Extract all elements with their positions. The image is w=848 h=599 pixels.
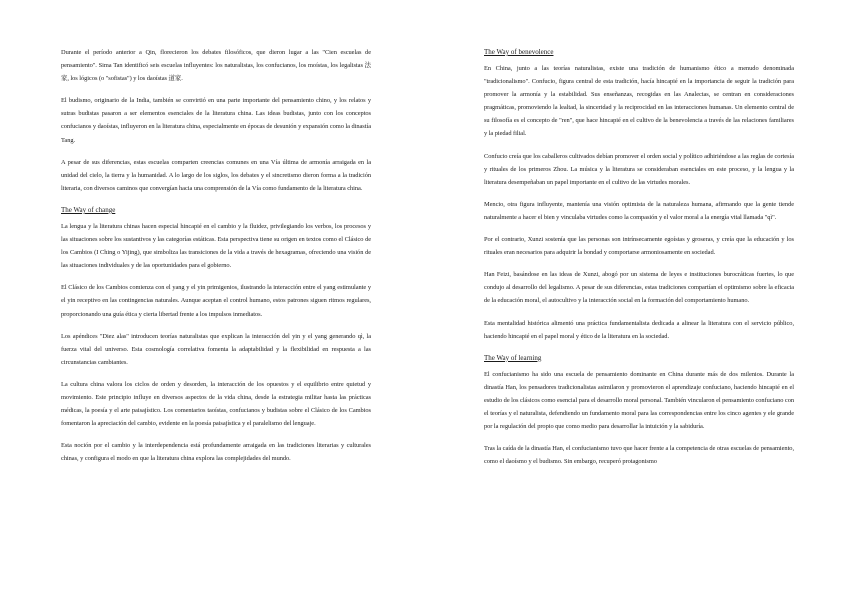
- paragraph: Tras la caída de la dinastía Han, el confucianismo tuvo que hacer frente a la competencia de otras escuelas de pensamiento, como el daoísmo y el budismo. Sin embargo, recuperó protagonismo: [484, 445, 794, 466]
- paragraph: Confucio creía que los caballeros cultivados debían promover el orden social y político adhiriéndose a las reglas de cortesía y rituales de los primeros Zhou. La música y la literatura se consideraban esenciales en este proceso, y la lengua y la literatura desempeñaban un papel importante en el cultivo de las virtudes morales.: [484, 152, 794, 186]
- paragraph: Los apéndices "Diez alas" introducen teorías naturalistas que explican la interacción del yin y el yang generando qì, la fuerza vital del universo. Esta cosmología correlativa fomenta la adaptabilidad y la flexibilidad en respuesta a las circunstancias cambiantes.: [61, 332, 371, 366]
- paragraph: En China, junto a las teorías naturalistas, existe una tradición de humanismo ético a menudo denominada "tradicionalismo". Confucio, figura central de esta tradición, hacía hincapié en la importancia de seguir la tradición para promover la armonía y la estabilidad. Sus enseñanzas, recogidas en las Analectas, se centran en consideraciones pragmáticas, promoviendo la lealtad, la sinceridad y la reciprocidad en las interacciones humanas. Un elemento central de su filosofía es el concepto de "ren", que hace hincapié en el cultivo de la benevolencia a través de las relaciones familiares y la piedad filial.: [484, 65, 794, 138]
- paragraph: El budismo, originario de la India, también se convirtió en una parte importante del pensamiento chino, y los relatos y sutras budistas pasaron a ser elementos esenciales de la literatura china. Las ideas budistas, junto con los conceptos confucianos y daoístas, influyeron en la literatura china, especialmente en épocas de desunión y expansión como la dinastía Tang.: [61, 97, 371, 144]
- paragraph: Han Feizi, basándose en las ideas de Xunzi, abogó por un sistema de leyes e instituciones burocráticas fuertes, lo que condujo al desarrollo del legalismo. A pesar de sus diferencias, estas tradiciones compartían el optimismo sobre la eficacia de la educación moral, el autocultivo y la interacción social en la formación del comportamiento humano.: [484, 271, 794, 305]
- paragraph: Durante el período anterior a Qin, florecieron los debates filosóficos, que dieron lugar a las "Cien escuelas de pensamiento". Sima Tan identificó seis escuelas influyentes: los naturalistas, los confucianos, los moístas, los legalistas 法家, los lógicos (o "sofistas") y los daoístas 道家.: [61, 49, 371, 83]
- section-heading-way-of-learning: The Way of learning: [484, 353, 542, 362]
- paragraph: La lengua y la literatura chinas hacen especial hincapié en el cambio y la fluidez, privilegiando los verbos, los procesos y las situaciones sobre los sustantivos y las categorías estáticas. Esta perspectiva tiene su origen en textos como el Clásico de los Cambios (I Ching o Yijing), que simboliza las transiciones de la vida a través de hexagramas, ofreciendo una visión de las situaciones individuales y de las oportunidades para el gobierno.: [61, 222, 371, 270]
- paragraph: La cultura china valora los ciclos de orden y desorden, la interacción de los opuestos y el equilibrio entre quietud y movimiento. Este principio influye en diversos aspectos de la vida china, desde la estrategia militar hasta las prácticas médicas, la poesía y el arte paisajístico. Los comentarios taoístas, confucianos y budistas sobre el Clásico de los Cambios fomentaron la apreciación del cambio, evidente en la poesía paisajística y el paralelismo del lenguaje.: [61, 380, 371, 428]
- paragraph: Mencio, otra figura influyente, mantenía una visión optimista de la naturaleza humana, afirmando que la gente tiende naturalmente a hacer el bien y vinculaba virtudes como la compasión y el valor moral a la energía vital llamada "qì".: [484, 200, 794, 221]
- left-column: [61, 46, 371, 474]
- paragraph: El confucianismo ha sido una escuela de pensamiento dominante en China durante más de dos milenios. Durante la dinastía Han, los pensadores tradicionalistas asimilaron y promovieron el aprendizaje confuciano, haciendo hincapié en el estudio de los clásicos como esencial para el desarrollo moral personal. También vincularon el pensamiento confuciano con el teorías y el naturalista, defendiendo un fundamento moral para las correspondencias entre los cinco agentes y ele grande por la regulación del propio que como medio para desarrollar la intuición y la sabiduría.: [484, 370, 794, 431]
- paragraph: A pesar de sus diferencias, estas escuelas comparten creencias comunes en una Vía última de armonía arraigada en la unidad del cielo, la tierra y la humanidad. A lo largo de los siglos, los debates y el sincretismo dieron forma a la tradición literaria, con diversos caminos que convergían hacia una comprensión de la Vía como fundamento de la literatura china.: [61, 158, 371, 192]
- paragraph: Por el contrario, Xunzi sostenía que las personas son intrínsecamente egoístas y groseras, y creía que la educación y los rituales eran necesarios para adquirir la bondad y comportarse armoniosamente en sociedad.: [484, 236, 794, 257]
- section-heading-way-of-benevolence: The Way of benevolence: [484, 48, 554, 56]
- paragraph: Esta noción por el cambio y la interdependencia está profundamente arraigada en las tradiciones literarias y culturales chinas, y configura el modo en que la literatura china explora las complejidades del mundo.: [61, 442, 371, 463]
- paragraph: El Clásico de los Cambios comienza con el yang y el yin primigenios, ilustrando la interacción entre el yang estimulante y el yin receptivo en las contingencias naturales. Aunque aceptan el control humano, estos patrones siguen ritmos regulares, proporcionando una guía ética y cierta libertad frente a los impulsos inmediatos.: [61, 284, 371, 318]
- right-column: [484, 46, 794, 477]
- section-heading-way-of-change: The Way of change: [61, 205, 116, 214]
- paragraph: Esta mentalidad histórica alimentó una práctica fundamentalista dedicada a alinear la literatura con el servicio público, haciendo hincapié en el papel moral y ético de la literatura en la sociedad.: [484, 319, 794, 340]
